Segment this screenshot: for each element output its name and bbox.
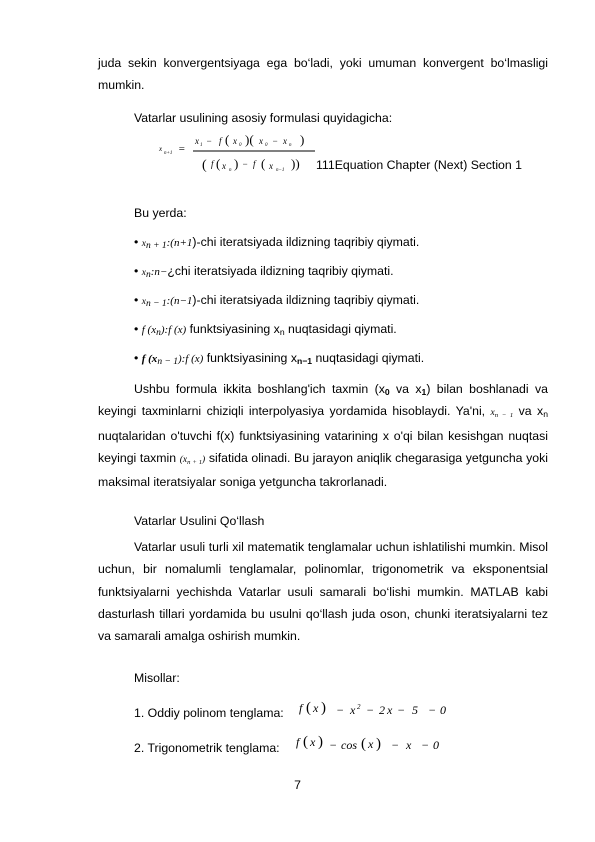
bullet-item	[134, 291, 419, 311]
svg-text:n+1: n+1	[164, 151, 173, 156]
svg-text:−: −	[336, 703, 345, 717]
svg-text:−: −	[397, 703, 406, 717]
bullet-dot: •	[134, 264, 139, 278]
svg-text:−: −	[242, 159, 249, 169]
bullet-dot: •	[134, 293, 139, 307]
trigonometric-equation	[291, 732, 461, 756]
bullet-text: ¿chi iteratsiyada ildizning taqribiy qiymati.	[167, 264, 394, 278]
svg-text:x: x	[310, 735, 316, 749]
application-paragraph: Vatarlar usuli turli xil matematik tenglamalar uchun ishlatilishi mumkin. Misol uchun, bir nomalumli tenglamalar, polinomlar, trigonometrik va eksponentsial funktsiyalarni yechishda Vatarlar usuli samarali bo‘lishi mumkin. MATLAB kabi dasturlash tillari yordamida bu usulni qo‘llash juda oson, chunki iteratsiyalarni tez va samarali amalga oshirish mumkin.	[98, 540, 548, 644]
svg-text:x: x	[222, 161, 226, 171]
svg-text:x: x	[387, 703, 393, 717]
intro-paragraph: juda sekin konvergentsiyaga ega bo‘ladi, yoki umuman konvergent bo‘lmasligi mumkin.	[98, 56, 548, 93]
math-argument: n+1	[173, 237, 193, 249]
svg-text:0: 0	[239, 143, 242, 148]
svg-text:): )	[234, 156, 239, 171]
text-run: va x	[389, 382, 422, 396]
secant-formula	[145, 115, 320, 181]
svg-text:f: f	[253, 159, 256, 169]
bullet-dot: •	[134, 322, 139, 336]
page-number: 7	[294, 778, 301, 792]
examples-label: Misollar:	[134, 671, 180, 685]
svg-text:x: x	[269, 161, 273, 171]
svg-text:(: (	[225, 132, 230, 147]
svg-text:): )	[376, 736, 381, 752]
math-x-n-minus-1: $x_{n - 1}$	[490, 408, 514, 420]
formula-heading: Vatarlar usulining asosiy formulasi quyidagicha:	[134, 111, 393, 125]
svg-text:1: 1	[200, 143, 203, 148]
svg-text:f: f	[299, 701, 303, 715]
example-2-label: 2. Trigonometrik tenglama:	[134, 741, 280, 755]
svg-text:−: −	[272, 136, 279, 146]
svg-text:0: 0	[433, 738, 439, 752]
svg-text:0: 0	[265, 143, 268, 148]
math-subscript: n − 1	[157, 357, 178, 367]
svg-text:−: −	[391, 738, 400, 752]
math-separator: :(	[166, 237, 174, 249]
explanation-paragraph	[98, 378, 548, 493]
svg-text:f: f	[296, 735, 300, 749]
math-x-n-plus-1: $(x_{n + 1})$	[179, 454, 206, 466]
math-separator: :(	[166, 295, 174, 307]
text-run: Ushbu formula ikkita boshlang'ich taxmin (x	[134, 382, 385, 396]
math-symbol: x	[141, 297, 146, 307]
svg-text:)): ))	[291, 156, 300, 171]
svg-text:x: x	[233, 136, 237, 146]
svg-text:(: (	[306, 700, 311, 716]
svg-text:−: −	[329, 738, 338, 752]
math-argument: n−1	[173, 295, 193, 307]
svg-text:(: (	[202, 158, 207, 173]
svg-text:n: n	[289, 143, 292, 148]
section-title: Vatarlar Usulini Qo‘llash	[134, 514, 265, 528]
math-subscript: n − 1	[145, 299, 167, 309]
svg-text:): )	[318, 734, 323, 750]
subscript-zero: 0	[384, 387, 390, 397]
svg-text:n−1: n−1	[276, 168, 285, 173]
svg-text:−: −	[366, 703, 375, 717]
bullet-item	[134, 233, 419, 253]
bullet-item	[134, 262, 394, 282]
svg-text:(: (	[361, 736, 366, 752]
bullet-text: funktsiyasining x	[203, 351, 297, 365]
svg-text:(: (	[216, 156, 221, 171]
svg-text:−: −	[421, 738, 430, 752]
svg-text:x: x	[283, 136, 287, 146]
bullet-dot: •	[134, 235, 139, 249]
svg-text:−: −	[428, 703, 437, 717]
bullet-dot: •	[134, 351, 139, 365]
bullet-text: )-chi iteratsiyada ildizning taqribiy qiymati.	[192, 293, 420, 307]
math-function: f (x	[141, 353, 158, 365]
svg-text:x: x	[406, 738, 412, 752]
svg-text:5: 5	[412, 703, 418, 717]
equation-chapter-field: 111Equation Chapter (Next) Section 1	[316, 158, 522, 172]
bullet-text: funktsiyasining x	[186, 322, 280, 336]
svg-text:): )	[321, 700, 326, 716]
where-label: Bu yerda:	[134, 206, 187, 220]
svg-text:2: 2	[379, 703, 385, 717]
text-run: va x	[518, 404, 544, 419]
math-function-rest: ):f (x)	[177, 353, 204, 365]
math-subscript: n	[145, 270, 151, 280]
text-run: ) bilan boshlanadi va keyingi taxminlarni chiziqli interpolyasiya yordamida hisoblaydi. Ya'ni,	[98, 382, 548, 419]
svg-text:x: x	[159, 145, 163, 153]
text-subscript: n	[279, 327, 285, 337]
math-subscript: n	[156, 328, 161, 338]
math-separator: :	[150, 266, 155, 278]
svg-text:f: f	[211, 159, 214, 169]
svg-text:(: (	[261, 156, 266, 171]
svg-text:x: x	[350, 703, 356, 717]
polynomial-equation	[294, 697, 464, 719]
bullet-text: nuqtasidagi qiymati.	[284, 322, 397, 336]
svg-text:): )	[300, 132, 305, 147]
text-run: nuqtalaridan o'tuvchi f(x) funktsiyasining vatarining x o'qi bilan kesishgan nuqtasi keyingi taxmin	[98, 428, 548, 465]
svg-text:(: (	[303, 734, 308, 750]
svg-text:n: n	[229, 168, 232, 173]
svg-text:x: x	[313, 701, 319, 715]
bullet-item	[134, 349, 424, 368]
math-argument: n−	[154, 266, 168, 278]
example-1-label: 1. Oddiy polinom tenglama:	[134, 706, 284, 720]
svg-text:x: x	[368, 737, 374, 751]
svg-text:cos: cos	[341, 738, 357, 752]
bullet-text: nuqtasidagi qiymati.	[312, 351, 425, 365]
math-function-rest: ):f (x)	[160, 324, 187, 336]
svg-text:x: x	[259, 136, 263, 146]
svg-text:0: 0	[440, 703, 446, 717]
math-symbol: x	[141, 268, 146, 278]
svg-text:x: x	[195, 136, 199, 146]
math-function: f (x	[141, 324, 157, 336]
bullet-text: )-chi iteratsiyada ildizning taqribiy qiymati.	[192, 235, 420, 249]
text-subscript: n−1	[296, 356, 313, 366]
text-run: sifatida olinadi. Bu jarayon aniqlik chegarasiga yetguncha yoki maksimal iteratsiyalar soniga yetguncha takrorlanadi.	[98, 450, 549, 490]
svg-text:=: =	[178, 143, 186, 155]
svg-text:2: 2	[357, 703, 361, 711]
subscript-n: n	[543, 409, 548, 420]
math-subscript: n + 1	[145, 241, 167, 251]
subscript-one: 1	[421, 387, 427, 397]
math-symbol: x	[141, 239, 146, 249]
svg-text:f: f	[219, 136, 222, 146]
svg-text:)(: )(	[245, 132, 254, 147]
bullet-item	[134, 320, 397, 339]
svg-text:−: −	[206, 136, 213, 146]
